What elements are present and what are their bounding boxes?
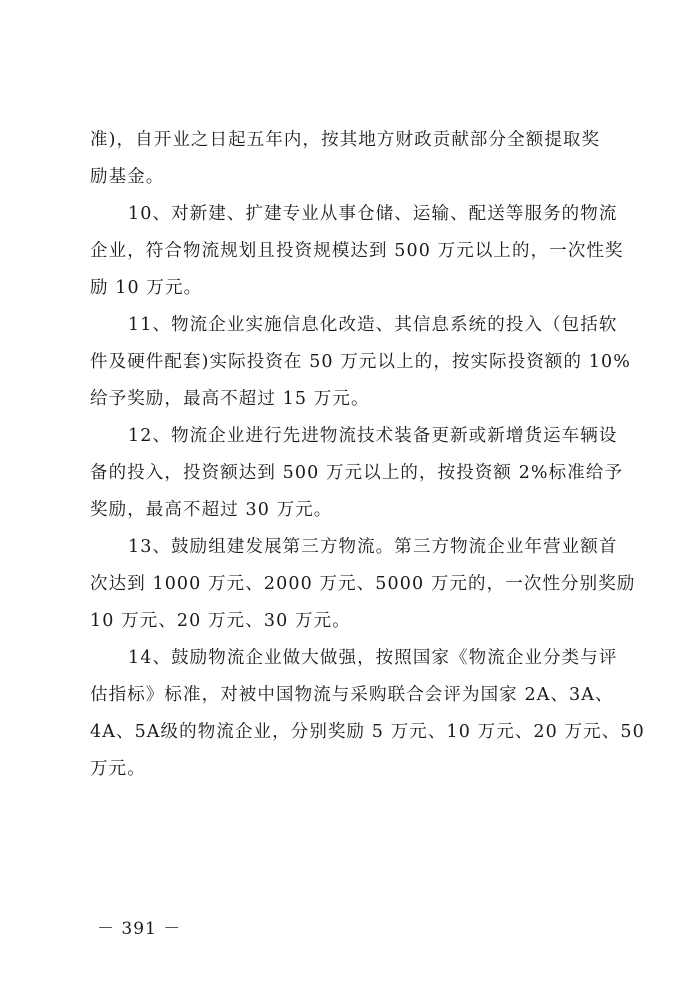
text-line: 给予奖励，最高不超过 15 万元。 [90,389,370,409]
paragraph-item-12 [90,418,624,529]
text-line: 企业，符合物流规划且投资规模达到 500 万元以上的，一次性奖 [90,241,624,261]
text-line: 12、物流企业进行先进物流技术装备更新或新增货运车辆设 [128,426,618,446]
text-line: 励 10 万元。 [90,278,203,298]
text-line: 13、鼓励组建发展第三方物流。第三方物流企业年营业额首 [128,537,618,557]
text-line: 估指标》标准，对被中国物流与采购联合会评为国家 2A、3A、 [90,685,614,705]
paragraph-item-14 [90,640,645,788]
text-line: 4A、5A级的物流企业，分别奖励 5 万元、10 万元、20 万元、50 [90,722,645,742]
paragraph-item-11 [90,307,631,418]
text-line: 10、对新建、扩建专业从事仓储、运输、配送等服务的物流 [128,204,618,224]
text-line: 励基金。 [90,167,165,187]
page-number: － 391 － [97,919,182,939]
text-line: 备的投入，投资额达到 500 万元以上的，按投资额 2%标准给予 [90,463,624,483]
paragraph-continuation [90,122,612,196]
paragraph-item-10 [90,196,624,307]
text-line: 件及硬件配套)实际投资在 50 万元以上的，按实际投资额的 10% [90,352,631,372]
document-body [90,122,645,788]
text-line: 14、鼓励物流企业做大做强，按照国家《物流企业分类与评 [128,648,618,668]
text-line: 准)，自开业之日起五年内，按其地方财政贡献部分全额提取奖 [90,130,601,150]
text-line: 奖励，最高不超过 30 万元。 [90,500,333,520]
text-line: 次达到 1000 万元、2000 万元、5000 万元的，一次性分别奖励 [90,574,636,594]
text-line: 10 万元、20 万元、30 万元。 [90,611,351,631]
paragraph-item-13 [90,529,636,640]
text-line: 11、物流企业实施信息化改造、其信息系统的投入（包括软 [128,315,618,335]
text-line: 万元。 [90,759,146,779]
